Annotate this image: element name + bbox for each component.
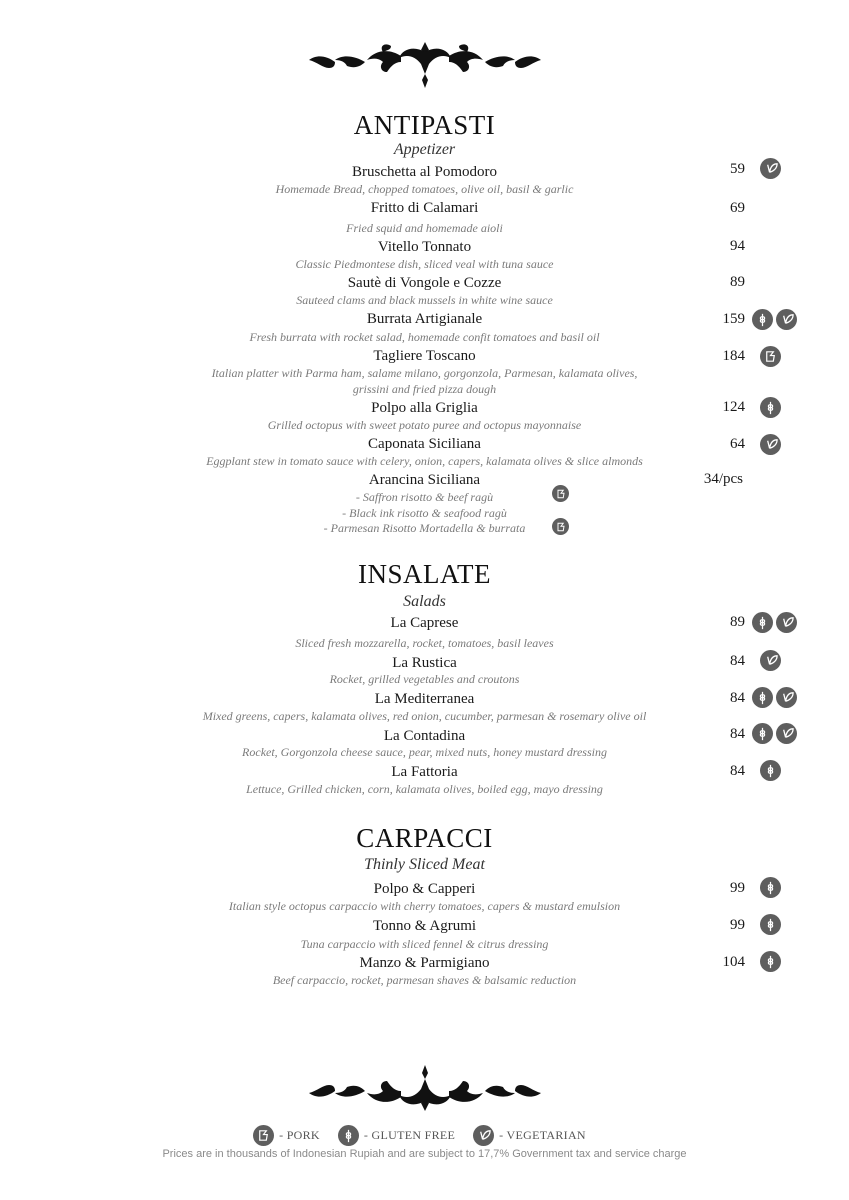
menu-item-name: Burrata Artigianale (366, 311, 483, 327)
diet-icons (760, 158, 781, 179)
menu-item-price: 59 (730, 161, 745, 177)
variant-text: - Black ink risotto & seafood ragù (342, 506, 507, 520)
legend-vegetarian (473, 1125, 586, 1146)
section-title-carpacci: CARPACCI (356, 823, 493, 853)
pork-icon (253, 1125, 274, 1146)
menu-item-price: 84 (730, 690, 745, 706)
menu-item-name: La Mediterranea (374, 691, 475, 707)
legend-gluten-free-label: - GLUTEN FREE (363, 1128, 456, 1142)
menu-item-name: Tonno & Agrumi (372, 918, 477, 934)
menu-item-name: Vitello Tonnato (377, 239, 472, 255)
gluten-free-icon (760, 877, 781, 898)
menu-item-desc: Lettuce, Grilled chicken, corn, kalamata olives, boiled egg, mayo dressing (246, 782, 603, 796)
menu-item-price: 34/pcs (703, 471, 743, 487)
gluten-free-icon (760, 760, 781, 781)
vegetarian-icon (776, 723, 797, 744)
menu-item-price: 99 (730, 917, 745, 933)
vegetarian-icon (760, 158, 781, 179)
menu-item-desc: Italian style octopus carpaccio with cherry tomatoes, capers & mustard emulsion (228, 899, 621, 913)
menu-item-name: Manzo & Parmigiano (359, 955, 490, 971)
top-ornament-icon (309, 40, 541, 95)
menu-item-desc: Fried squid and homemade aioli (346, 221, 503, 235)
gluten-free-icon (752, 687, 773, 708)
gluten-free-icon (760, 951, 781, 972)
menu-item-price: 69 (730, 200, 745, 216)
diet-icons (760, 914, 781, 935)
section-title-antipasti: ANTIPASTI (353, 110, 496, 140)
diet-icons (752, 687, 797, 708)
variant-text: - Parmesan Risotto Mortadella & burrata (323, 521, 526, 535)
gluten-free-icon (752, 309, 773, 330)
menu-item-price: 104 (722, 954, 745, 970)
legend-pork (253, 1125, 320, 1146)
menu-item-name: Tagliere Toscano (373, 348, 476, 364)
menu-item-desc: Eggplant stew in tomato sauce with celery, onion, capers, kalamata olives & slice almonds (206, 454, 643, 468)
menu-item-price: 84 (730, 653, 745, 669)
legend-gluten-free (338, 1125, 455, 1146)
bottom-ornament-icon (309, 1063, 541, 1118)
diet-icons (760, 434, 781, 455)
menu-item-name: Arancina Siciliana (368, 472, 481, 488)
menu-item-name: Caponata Siciliana (368, 436, 481, 452)
menu-item-name: Fritto di Calamari (370, 200, 479, 216)
legend-pork-label: - PORK (279, 1128, 320, 1142)
menu-item-name: La Contadina (383, 728, 466, 744)
menu-item-desc: Homemade Bread, chopped tomatoes, olive oil, basil & garlic (275, 182, 574, 196)
menu-item-desc: Sliced fresh mozzarella, rocket, tomatoes, basil leaves (295, 636, 554, 650)
menu-item-price: 64 (730, 436, 745, 452)
gluten-free-icon (752, 723, 773, 744)
gluten-free-icon (338, 1125, 359, 1146)
menu-item-name: Sautè di Vongole e Cozze (347, 275, 502, 291)
diet-legend (0, 1125, 849, 1146)
vegetarian-icon (760, 434, 781, 455)
menu-item-price: 124 (722, 399, 745, 415)
pork-icon (760, 346, 781, 367)
menu-item-name: La Fattoria (391, 764, 458, 780)
menu-item-name: Bruschetta al Pomodoro (352, 164, 497, 180)
pork-icon (552, 518, 569, 535)
diet-icons (760, 760, 781, 781)
diet-icons (760, 877, 781, 898)
diet-icons (552, 485, 569, 502)
gluten-free-icon (760, 397, 781, 418)
section-title-insalate: INSALATE (358, 559, 491, 589)
menu-item-price: 159 (722, 311, 745, 327)
section-subtitle-antipasti: Appetizer (393, 141, 456, 158)
menu-item-name: La Rustica (392, 655, 457, 671)
menu-item-name: Polpo & Capperi (373, 881, 476, 897)
diet-icons (752, 723, 797, 744)
price-footnote: Prices are in thousands of Indonesian Rupiah and are subject to 17,7% Government tax and service charge (162, 1148, 687, 1160)
menu-item-desc: Italian platter with Parma ham, salame milano, gorgonzola, Parmesan, kalamata olives, (211, 366, 638, 380)
menu-item-desc: Tuna carpaccio with sliced fennel & citrus dressing (300, 937, 549, 951)
menu-item-desc: Classic Piedmontese dish, sliced veal with tuna sauce (295, 257, 554, 271)
vegetarian-icon (760, 650, 781, 671)
menu-item-price: 89 (730, 274, 745, 290)
menu-item-price: 89 (730, 614, 745, 630)
menu-item-price: 84 (730, 726, 745, 742)
diet-icons (760, 650, 781, 671)
vegetarian-icon (776, 687, 797, 708)
pork-icon (552, 485, 569, 502)
menu-item-desc: Mixed greens, capers, kalamata olives, red onion, cucumber, parmesan & rosemary olive oil (202, 709, 647, 723)
menu-item-price: 84 (730, 763, 745, 779)
gluten-free-icon (752, 612, 773, 633)
diet-icons (752, 309, 797, 330)
diet-icons (760, 397, 781, 418)
menu-item-desc: Grilled octopus with sweet potato puree and octopus mayonnaise (267, 418, 582, 432)
diet-icons (752, 612, 797, 633)
menu-item-name: Polpo alla Griglia (371, 400, 478, 416)
menu-item-desc-line2: grissini and fried pizza dough (352, 382, 497, 396)
gluten-free-icon (760, 914, 781, 935)
menu-item-desc: Rocket, Gorgonzola cheese sauce, pear, mixed nuts, honey mustard dressing (242, 745, 607, 759)
variant-text: - Saffron risotto & beef ragù (355, 490, 494, 504)
diet-icons (760, 346, 781, 367)
menu-item-desc: Fresh burrata with rocket salad, homemade confit tomatoes and basil oil (249, 330, 600, 344)
menu-item-price: 99 (730, 880, 745, 896)
legend-vegetarian-label: - VEGETARIAN (499, 1128, 586, 1142)
section-subtitle-insalate: Salads (403, 593, 446, 610)
menu-item-desc: Rocket, grilled vegetables and croutons (329, 672, 520, 686)
menu-item-price: 184 (722, 348, 745, 364)
menu-item-desc: Beef carpaccio, rocket, parmesan shaves & balsamic reduction (272, 973, 577, 987)
menu-item-price: 94 (730, 238, 745, 254)
section-subtitle-carpacci: Thinly Sliced Meat (364, 856, 485, 873)
vegetarian-icon (776, 309, 797, 330)
diet-icons (760, 951, 781, 972)
vegetarian-icon (473, 1125, 494, 1146)
menu-item-desc: Sauteed clams and black mussels in white wine sauce (296, 293, 553, 307)
diet-icons (552, 518, 569, 535)
menu-item-name: La Caprese (390, 615, 459, 631)
vegetarian-icon (776, 612, 797, 633)
